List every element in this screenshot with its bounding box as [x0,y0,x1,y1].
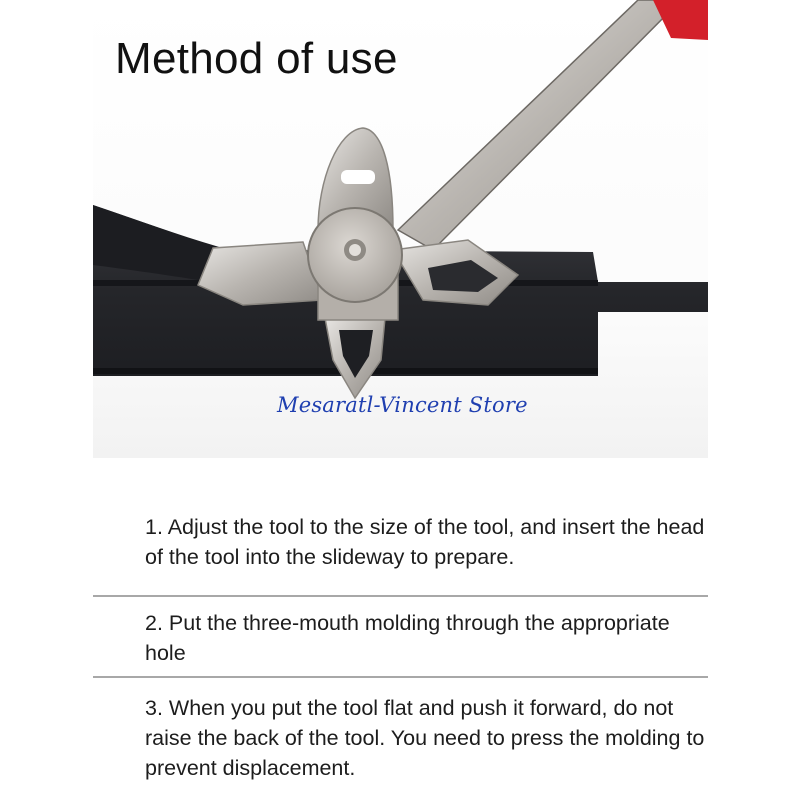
divider [93,595,708,597]
page-title: Method of use [115,34,398,83]
instruction-step-1: 1. Adjust the tool to the size of the tool, and insert the head of the tool into the slideway to prepare. [145,515,705,569]
store-watermark: Mesaratl-Vincent Store [277,393,528,417]
instruction-step-3: 3. When you put the tool flat and push it forward, do not raise the back of the tool. You need to press the molding to prevent displacement. [145,696,705,780]
divider [93,676,708,678]
instruction-step-2: 2. Put the three-mouth molding through the appropriate hole [145,611,670,665]
